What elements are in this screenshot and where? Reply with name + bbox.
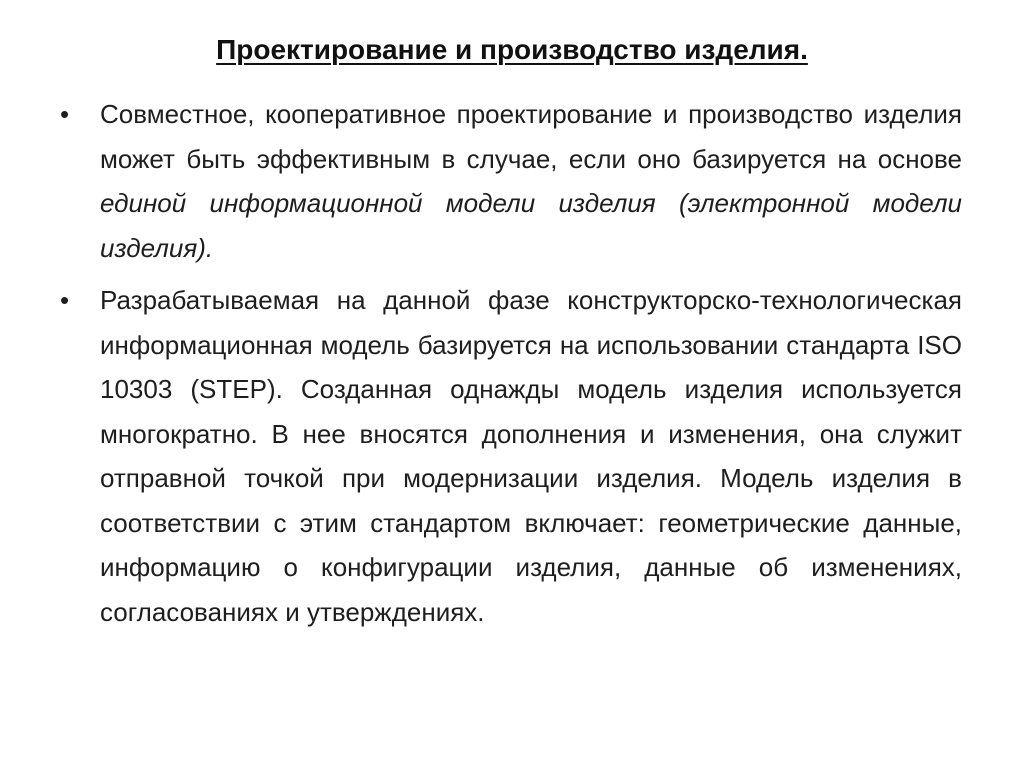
bullet-marker: • [60,285,70,315]
bullet-1-emphasis: единой информационной модели изделия (электронной модели изделия). [100,188,962,263]
bullet-list [60,92,962,642]
bullet-item-2 [60,278,962,634]
bullet-marker: • [60,99,70,129]
slide-title: Проектирование и производство изделия. [216,34,808,65]
bullet-1-text: Совместное, кооперативное проектирование и производство изделия может быть эффективным в случае, если оно базируется на основе [100,99,962,174]
bullet-item-1 [60,92,962,270]
bullet-2-text: Разрабатываемая на данной фазе конструкторско-технологическая информационная модель базируется на использовании стандарта ISO 10303 (STEP). Созданная однажды модель изделия используется многократно. В нее вносятся дополнения и изменения, она служит отправной точкой при модернизации изделия. Модель изделия в соответствии с этим стандартом включает: геометрические данные, информацию о конфигурации изделия, данные об изменениях, согласованиях и утверждениях. [100,285,962,627]
